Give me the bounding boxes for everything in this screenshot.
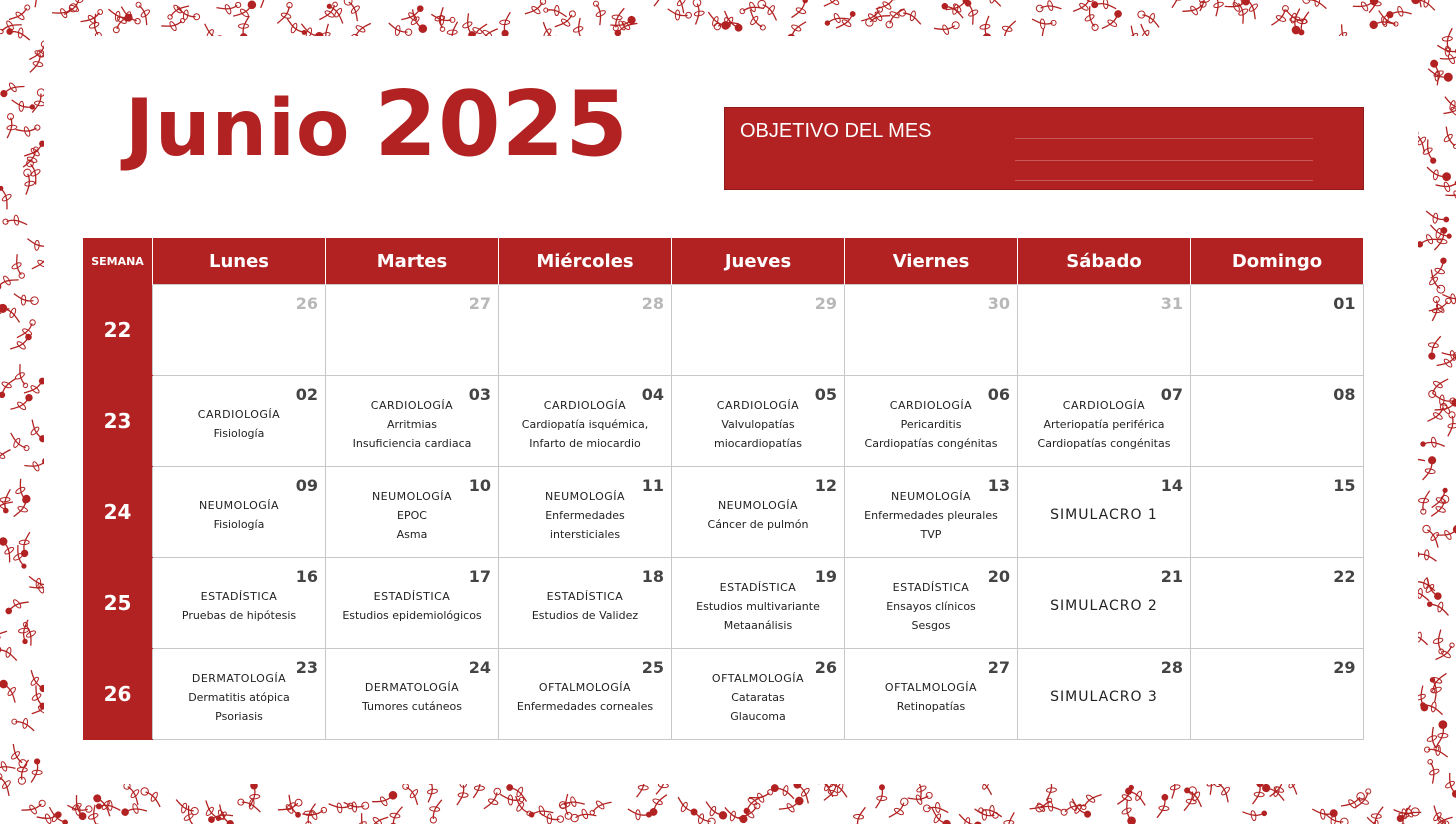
subject-label: NEUMOLOGÍA	[890, 489, 972, 503]
topic-line: Metaanálisis	[723, 618, 793, 632]
day-number: 22	[1333, 567, 1356, 586]
day-cell[interactable]	[672, 376, 845, 467]
topic-line: Cardiopatía isquémica,	[521, 417, 649, 431]
day-number: 14	[1160, 476, 1183, 495]
subject-label: NEUMOLOGÍA	[544, 489, 626, 503]
day-number: 08	[1333, 385, 1356, 404]
topic-line: miocardiopatías	[714, 436, 802, 450]
simulacro-label: SIMULACRO 2	[1050, 598, 1158, 614]
day-cell[interactable]	[153, 285, 326, 376]
topic-line: Pericarditis	[900, 417, 962, 431]
subject-label: ESTADÍSTICA	[546, 590, 624, 603]
subject-label: CARDIOLOGÍA	[370, 398, 454, 412]
day-number: 20	[987, 567, 1010, 586]
subject-label: OFTALMOLOGÍA	[884, 681, 978, 694]
day-cell[interactable]	[845, 376, 1018, 467]
week-row	[83, 558, 1363, 649]
day-number: 27	[987, 658, 1010, 677]
day-cell[interactable]	[326, 649, 499, 740]
day-number: 09	[295, 476, 318, 495]
topic-line: Psoriasis	[215, 709, 263, 723]
topic-line: Fisiología	[213, 427, 265, 440]
subject-label: DERMATOLOGÍA	[364, 681, 460, 694]
day-cell[interactable]	[153, 558, 326, 649]
day-cell[interactable]	[672, 649, 845, 740]
topic-line: Dermatitis atópica	[188, 690, 290, 704]
day-cell[interactable]	[326, 376, 499, 467]
day-cell[interactable]	[499, 376, 672, 467]
week-number: 22	[83, 285, 153, 376]
day-header: Miércoles	[499, 238, 672, 285]
subject-label: CARDIOLOGÍA	[1062, 398, 1146, 412]
day-number: 17	[468, 567, 491, 586]
topic-line: Estudios multivariante	[696, 599, 820, 613]
day-number: 11	[641, 476, 664, 495]
simulacro-label: SIMULACRO 1	[1050, 507, 1158, 523]
day-cell[interactable]	[1018, 467, 1191, 558]
subject-label: ESTADÍSTICA	[200, 590, 278, 603]
day-cell[interactable]	[153, 467, 326, 558]
day-header: Sábado	[1018, 238, 1191, 285]
day-header: Domingo	[1191, 238, 1364, 285]
topic-line: Cardiopatías congénitas	[1037, 436, 1171, 450]
topic-line: Enfermedades corneales	[516, 700, 654, 713]
objective-line	[1015, 160, 1313, 161]
day-number: 23	[295, 658, 318, 677]
day-cell[interactable]	[153, 376, 326, 467]
week-row	[83, 285, 1363, 376]
day-number: 19	[814, 567, 837, 586]
objective-line	[1015, 180, 1313, 181]
subject-label: OFTALMOLOGÍA	[538, 681, 632, 694]
calendar-header-row	[83, 238, 1363, 285]
day-number: 28	[641, 294, 664, 313]
week-column-header: SEMANA	[83, 238, 153, 285]
topic-line: Retinopatías	[896, 700, 966, 713]
day-cell[interactable]	[1191, 649, 1364, 740]
day-cell[interactable]	[326, 285, 499, 376]
day-cell[interactable]	[1191, 467, 1364, 558]
day-cell[interactable]	[845, 649, 1018, 740]
topic-line: Glaucoma	[730, 709, 786, 723]
topic-line: TVP	[920, 527, 942, 541]
day-cell[interactable]	[499, 558, 672, 649]
day-cell[interactable]	[499, 649, 672, 740]
subject-label: NEUMOLOGÍA	[717, 499, 799, 512]
subject-label: ESTADÍSTICA	[719, 580, 797, 594]
topic-line: Ensayos clínicos	[886, 599, 976, 613]
topic-line: Cardiopatías congénitas	[864, 436, 998, 450]
day-cell[interactable]	[1191, 285, 1364, 376]
day-cell[interactable]	[845, 285, 1018, 376]
day-cell[interactable]	[499, 467, 672, 558]
day-header: Jueves	[672, 238, 845, 285]
topic-line: Pruebas de hipótesis	[181, 609, 297, 622]
day-number: 05	[814, 385, 837, 404]
subject-label: CARDIOLOGÍA	[543, 398, 627, 412]
day-number: 03	[468, 385, 491, 404]
subject-label: NEUMOLOGÍA	[371, 489, 453, 503]
topic-line: Arteriopatía periférica	[1043, 417, 1165, 431]
day-number: 30	[987, 294, 1010, 313]
objective-label: OBJETIVO DEL MES	[740, 120, 932, 142]
day-number: 18	[641, 567, 664, 586]
day-cell[interactable]	[1018, 376, 1191, 467]
simulacro-label: SIMULACRO 3	[1050, 689, 1158, 705]
topic-line: Cataratas	[731, 690, 785, 704]
day-number: 13	[987, 476, 1010, 495]
day-number: 21	[1160, 567, 1183, 586]
topic-line: Infarto de miocardio	[529, 436, 641, 450]
topic-line: Estudios epidemiológicos	[342, 609, 482, 622]
day-cell[interactable]	[1018, 558, 1191, 649]
topic-line: Arritmias	[387, 417, 437, 431]
day-cell[interactable]	[672, 558, 845, 649]
subject-label: ESTADÍSTICA	[892, 580, 970, 594]
day-number: 28	[1160, 658, 1183, 677]
subject-label: CARDIOLOGÍA	[197, 408, 281, 421]
day-number: 26	[295, 294, 318, 313]
day-number: 29	[1333, 658, 1356, 677]
day-cell[interactable]	[1191, 558, 1364, 649]
day-cell[interactable]	[845, 558, 1018, 649]
week-number: 25	[83, 558, 153, 649]
topic-line: Enfermedades pleurales	[864, 508, 998, 522]
calendar-body	[83, 285, 1363, 740]
topic-line: Sesgos	[911, 618, 951, 632]
day-cell[interactable]	[499, 285, 672, 376]
day-number: 01	[1333, 294, 1356, 313]
day-number: 25	[641, 658, 664, 677]
topic-line: Fisiología	[213, 518, 265, 531]
day-cell[interactable]	[326, 558, 499, 649]
day-number: 10	[468, 476, 491, 495]
subject-label: CARDIOLOGÍA	[889, 398, 973, 412]
day-number: 02	[295, 385, 318, 404]
page-title	[125, 72, 629, 177]
topic-line: Estudios de Validez	[531, 609, 639, 622]
week-number: 23	[83, 376, 153, 467]
day-cell[interactable]	[1018, 649, 1191, 740]
day-header: Viernes	[845, 238, 1018, 285]
topic-line: Insuficiencia cardiaca	[352, 436, 472, 450]
week-number: 24	[83, 467, 153, 558]
title-year: 2025	[374, 72, 629, 177]
day-cell[interactable]	[153, 649, 326, 740]
topic-line: Asma	[396, 527, 428, 541]
day-number: 24	[468, 658, 491, 677]
subject-label: NEUMOLOGÍA	[198, 499, 280, 512]
day-cell[interactable]	[845, 467, 1018, 558]
day-number: 07	[1160, 385, 1183, 404]
topic-line: Tumores cutáneos	[361, 700, 462, 713]
day-number: 27	[468, 294, 491, 313]
calendar-grid	[83, 238, 1364, 740]
day-number: 31	[1160, 294, 1183, 313]
subject-label: CARDIOLOGÍA	[716, 398, 800, 412]
topic-line: EPOC	[397, 508, 427, 522]
topic-line: Valvulopatías	[721, 417, 795, 431]
day-cell[interactable]	[326, 467, 499, 558]
week-number: 26	[83, 649, 153, 740]
week-row	[83, 649, 1363, 740]
day-number: 12	[814, 476, 837, 495]
subject-label: ESTADÍSTICA	[373, 590, 451, 603]
day-number: 06	[987, 385, 1010, 404]
day-number: 16	[295, 567, 318, 586]
day-number: 15	[1333, 476, 1356, 495]
day-header: Lunes	[153, 238, 326, 285]
subject-label: DERMATOLOGÍA	[191, 671, 287, 685]
title-month: Junio	[125, 84, 351, 174]
day-cell[interactable]	[1018, 285, 1191, 376]
day-number: 26	[814, 658, 837, 677]
day-cell[interactable]	[1191, 376, 1364, 467]
topic-line: Cáncer de pulmón	[707, 518, 809, 531]
day-number: 04	[641, 385, 664, 404]
objective-line	[1015, 138, 1313, 139]
topic-line: intersticiales	[549, 527, 621, 541]
day-cell[interactable]	[672, 285, 845, 376]
topic-line: Enfermedades	[545, 508, 625, 522]
week-row	[83, 376, 1363, 467]
objective-box[interactable]	[724, 107, 1364, 190]
day-cell[interactable]	[672, 467, 845, 558]
week-row	[83, 467, 1363, 558]
day-number: 29	[814, 294, 837, 313]
subject-label: OFTALMOLOGÍA	[711, 671, 805, 685]
day-header: Martes	[326, 238, 499, 285]
